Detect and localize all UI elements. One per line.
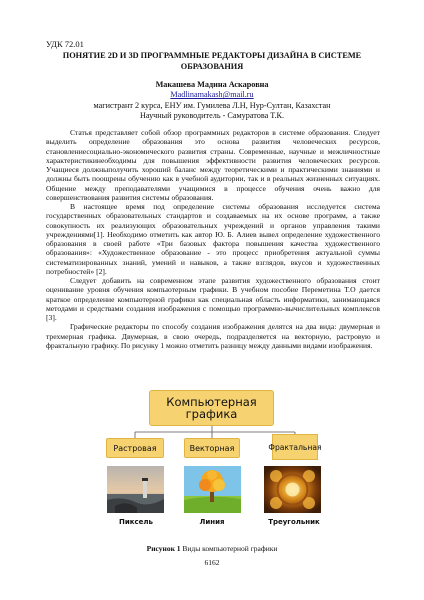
title-line-2: ОБРАЗОВАНИЯ — [180, 61, 244, 71]
paragraph-3: Следует добавить на современном этапе развития художественного образования стоит оценивание уровня обучения компьютерным графики. В учебном пособие Переметина Т.О дается краткое определение компьютерной графики как специальная область информатики, занимающаяся методами и средствами создания изображения с помощью программно-вычислительных комплексов [3]. — [46, 276, 380, 322]
figure-caption-text: Виды компьютерной графики — [180, 544, 278, 553]
paragraph-4: Графические редакторы по способу создания изображения делятся на два вида: двумерная и трехмерная графика. Двумерная, в свою очередь, подразделяется на векторную, растровую и фрактальную графику. По рисунку 1 можно отметить разницу между данными видами изображения. — [46, 322, 380, 350]
paragraph-1: Статья представляет собой обзор программных редакторов в системе образования. Следует выделить определение образования это основа развития человеческих ресурсов, становлениесоциально-экономического развития страны. Современные, научные и межличностные характеристикинеобходимы для повышения эффективности развития человеческих ресурсов. Учащиеся должныполучить хороший баланс между теоретическими и практическими знаниями и должны быть поощрены обучению как в учебной аудитории, так и в реальных жизненных ситуациях. Общение между преподавателями учащимися в процессе обучения очень важно для совершенствования развития системы образования. — [46, 128, 380, 202]
label-pixel: Пиксель — [119, 518, 153, 526]
author-email[interactable]: Madlinamakash@mail.ru — [170, 90, 254, 100]
raster-box: Растровая — [106, 438, 164, 458]
vector-box: Векторная — [184, 438, 240, 458]
title-line-1: ПОНЯТИЕ 2D И 3D ПРОГРАММНЫЕ РЕДАКТОРЫ ДИЗАЙНА В СИСТЕМЕ — [62, 51, 362, 60]
supervisor: Научный руководитель - Самуратова Т.К. — [139, 110, 285, 120]
fractal-box: Фрактальная — [272, 434, 318, 460]
page-number: 6162 — [204, 558, 220, 567]
fractal-image-pattern — [264, 466, 321, 513]
author-name: Макашева Мадина Аскаровна — [155, 80, 269, 89]
figure-caption-number: Рисунок 1 — [146, 544, 181, 553]
raster-image-lighthouse — [107, 466, 164, 513]
author-position: магистрант 2 курса, ЕНУ им. Гумилева Л.Н, Нур-Султан, Казахстан — [93, 100, 331, 110]
computer-graphics-box: Компьютерная графика — [149, 390, 274, 426]
label-line: Линия — [199, 518, 225, 526]
graphics-types-diagram — [102, 390, 322, 530]
figure-caption — [40, 544, 384, 553]
udc-code: УДК 72.01 — [46, 39, 84, 49]
article-body — [46, 128, 380, 350]
paragraph-2: В настоящее время под определение системы образования исследуется система государственных образовательных стандартов и создаваемых на их основе программ, а также совокупность их реализующих образовательных учреждений и органов управления такими учреждениями[1]. Необходимо отметить как автор Ю. Б. Алиев вывел определение художественного образования в своей работе «Три базовых фактора повышения качества художественного образования»: «Художественное образование - это процесс приобретения актуальной суммы систематизированных знаний, умений и навыков, а также взглядов, вкусов и художественных потребностей» [2]. — [46, 202, 380, 276]
vector-image-tree — [184, 466, 241, 513]
article-title — [40, 51, 384, 72]
label-triangle: Треугольник — [268, 518, 320, 526]
author-block — [40, 80, 384, 121]
